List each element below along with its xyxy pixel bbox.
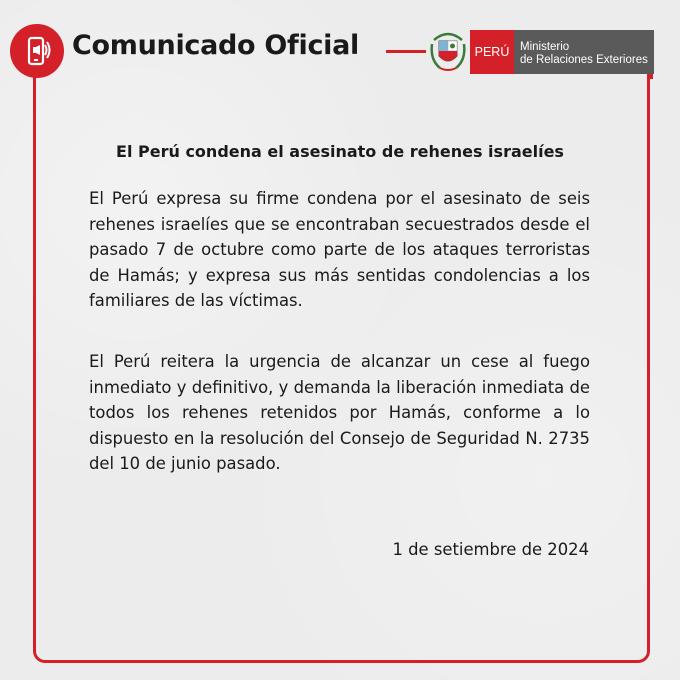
statement-headline: El Perú condena el asesinato de rehenes israelíes [116,142,564,161]
statement-paragraph-1: El Perú expresa su firme condena por el asesinato de seis rehenes israelíes que se encontraban secuestrados desde el pasado 7 de octubre como parte de los ataques terroristas de Hamás; y expresa sus más sentidas condolencias a los familiares de las víctimas. [89,189,590,311]
ministry-line-1: Ministerio [520,41,570,53]
peru-logo-label: PERÚ [470,30,514,74]
coat-of-arms-icon [428,26,468,74]
title-connector-line [386,50,426,53]
page-title: Comunicado Oficial [72,30,359,61]
statement-paragraph-2: El Perú reitera la urgencia de alcanzar un cese al fuego inmediato y definitivo, y demanda la liberación inmediata de todos los rehenes retenidos por Hamás, conforme a lo dispuesto en la resolución del Consejo de Seguridad N. 2735 del 10 de junio pasado. [89,352,590,474]
ministry-line-2: de Relaciones Exteriores [520,54,648,66]
statement-date: 1 de setiembre de 2024 [392,540,589,559]
ministry-label [514,30,654,74]
megaphone-icon [10,24,64,78]
